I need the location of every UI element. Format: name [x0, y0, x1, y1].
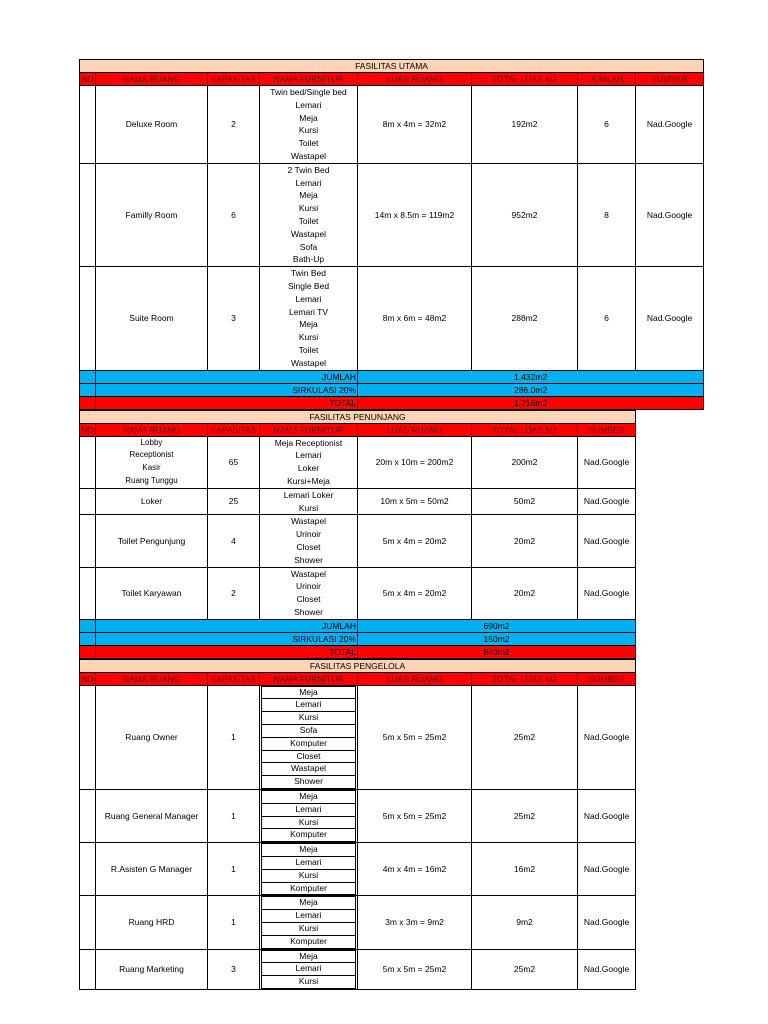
section-table-fasilitas-utama [79, 59, 704, 410]
area-cell[interactable]: 8m x 4m = 32m2 [358, 86, 472, 164]
table-row [80, 515, 636, 567]
column-header[interactable]: SUMBER [578, 672, 636, 685]
column-header[interactable]: JUMLAH [578, 73, 636, 86]
column-header-row [80, 423, 636, 436]
column-header[interactable]: KAPASITAS [208, 672, 260, 685]
source-cell[interactable]: Nad.Google [578, 949, 636, 989]
column-header[interactable]: NO [81, 673, 94, 684]
spreadsheet [79, 59, 704, 990]
source-cell[interactable]: Nad.Google [578, 896, 636, 949]
room-name: Kasir [142, 463, 161, 473]
furniture-item: Kursi [261, 712, 356, 725]
column-header-row [80, 73, 704, 86]
furniture-cell[interactable] [260, 515, 358, 567]
furniture-item: Lemari TV [288, 306, 329, 317]
room-name: Loker [140, 496, 163, 507]
capacity-cell[interactable]: 1 [208, 843, 260, 896]
section-title: FASILITAS UTAMA [80, 60, 704, 73]
area-cell[interactable]: 8m x 6m = 48m2 [358, 267, 472, 370]
furniture-item: Lemari [295, 177, 322, 188]
no-cell[interactable] [80, 267, 96, 370]
source-cell[interactable]: Nad.Google [578, 488, 636, 515]
summary-no-cell [80, 619, 96, 632]
room-name: Ruang HRD [128, 917, 175, 928]
summary-row-sirkulasi [80, 383, 704, 396]
summary-no-cell [80, 645, 96, 658]
table-row [80, 488, 636, 515]
furniture-item: Lemari [295, 293, 322, 304]
summary-row-jumlah [80, 619, 636, 632]
furniture-item: Kursi [261, 976, 356, 989]
furniture-item: Kursi [261, 923, 356, 936]
furniture-item: Closet [296, 541, 321, 552]
area-cell[interactable]: 14m x 8.5m = 119m2 [358, 163, 472, 266]
summary-value[interactable]: 150m2 [358, 632, 636, 645]
area-cell[interactable]: 5m x 5m = 25m2 [358, 685, 472, 789]
room-name: Ruang Marketing [119, 963, 184, 974]
furniture-item: Toilet [298, 344, 319, 355]
capacity-cell[interactable]: 65 [208, 436, 260, 488]
room-name-cell[interactable] [96, 163, 208, 266]
furniture-cell[interactable] [260, 567, 358, 619]
furniture-item: Lemari [261, 910, 356, 923]
furniture-item: Meja Receptionist [274, 437, 343, 448]
total-area-cell[interactable]: 192m2 [472, 86, 578, 164]
furniture-item: Toilet [298, 215, 319, 226]
furniture-cell[interactable] [260, 685, 358, 789]
column-header[interactable]: SUMBER [578, 423, 636, 436]
summary-label: SIRKULASI 20% [96, 632, 358, 645]
source-cell[interactable]: Nad.Google [578, 515, 636, 567]
column-header[interactable]: KAPASITAS [208, 423, 260, 436]
furniture-item: Komputer [261, 829, 356, 842]
room-name-cell[interactable] [96, 949, 208, 989]
furniture-item: Meja [261, 950, 356, 964]
furniture-item: Meja [261, 843, 356, 857]
no-cell[interactable] [80, 86, 96, 164]
table-row [80, 949, 636, 989]
column-header[interactable]: TOTAL LUAS M2 [472, 423, 578, 436]
capacity-cell[interactable]: 1 [208, 685, 260, 789]
no-cell[interactable] [80, 896, 96, 949]
column-header[interactable]: NAMA RUANG [96, 672, 208, 685]
no-cell[interactable] [80, 790, 96, 843]
no-cell[interactable] [80, 685, 96, 789]
furniture-cell[interactable] [260, 86, 358, 164]
summary-label: SIRKULASI 20% [96, 383, 358, 396]
furniture-item: Lemari [261, 857, 356, 870]
furniture-cell[interactable] [260, 436, 358, 488]
total-area-cell[interactable]: 25m2 [472, 949, 578, 989]
furniture-item: Meja [299, 112, 318, 123]
room-name-cell[interactable] [96, 515, 208, 567]
furniture-item: Kursi+Meja [287, 475, 330, 486]
furniture-item: Bath-Up [292, 254, 325, 265]
capacity-cell[interactable]: 3 [208, 267, 260, 370]
table-row [80, 567, 636, 619]
table-row [80, 436, 636, 488]
furniture-item: Twin Bed [291, 268, 326, 279]
furniture-item: Wastapel [261, 763, 356, 776]
area-cell[interactable]: 10m x 5m = 50m2 [358, 488, 472, 515]
summary-row-sirkulasi [80, 632, 636, 645]
column-header[interactable]: NAMA RUANG [96, 73, 208, 86]
source-cell[interactable]: Nad.Google [578, 436, 636, 488]
summary-row-total [80, 645, 636, 658]
room-name: Ruang Tunggu [125, 475, 178, 485]
column-header[interactable]: NO [81, 424, 94, 435]
area-cell[interactable]: 5m x 5m = 25m2 [358, 790, 472, 843]
source-cell[interactable]: Nad.Google [636, 163, 704, 266]
area-cell[interactable]: 20m x 10m = 200m2 [358, 436, 472, 488]
section-title-row [80, 659, 636, 672]
area-cell[interactable]: 5m x 4m = 20m2 [358, 515, 472, 567]
total-area-cell[interactable]: 50m2 [472, 488, 578, 515]
room-name: Lobby [140, 437, 163, 447]
furniture-item: Urinoir [295, 581, 322, 592]
furniture-item: Shower [294, 554, 323, 565]
summary-no-cell [80, 632, 96, 645]
quantity-cell[interactable]: 6 [578, 267, 636, 370]
source-cell[interactable]: Nad.Google [636, 86, 704, 164]
summary-no-cell [80, 396, 96, 409]
room-name-cell[interactable] [96, 685, 208, 789]
room-name: Toilet Karyawan [121, 587, 182, 598]
capacity-cell[interactable]: 6 [208, 163, 260, 266]
furniture-item: Toilet [298, 138, 319, 149]
column-header[interactable]: LUAS RUANG [358, 672, 472, 685]
room-name-cell[interactable] [96, 843, 208, 896]
capacity-cell[interactable]: 2 [208, 86, 260, 164]
room-name-cell[interactable] [96, 86, 208, 164]
column-header-row [80, 672, 636, 685]
summary-value[interactable]: 286.0m2 [358, 383, 704, 396]
summary-no-cell [80, 383, 96, 396]
furniture-item: 2 Twin Bed [287, 164, 330, 175]
furniture-item: Komputer [261, 883, 356, 896]
summary-value[interactable]: 1.432m2 [358, 370, 704, 383]
furniture-item: Kursi [298, 332, 319, 343]
no-cell[interactable] [80, 515, 96, 567]
furniture-item: Komputer [261, 936, 356, 949]
furniture-cell[interactable] [260, 949, 358, 989]
furniture-item: Twin bed/Single bed [270, 87, 347, 97]
source-cell[interactable]: Nad.Google [636, 267, 704, 370]
furniture-item: Wastapel [290, 228, 327, 239]
room-name-cell[interactable] [96, 567, 208, 619]
furniture-cell[interactable] [260, 843, 358, 896]
room-name: Ruang Owner [125, 731, 178, 742]
furniture-item: Single Bed [287, 280, 330, 291]
total-area-cell[interactable]: 20m2 [472, 515, 578, 567]
column-header[interactable]: NO [81, 74, 94, 84]
capacity-cell[interactable]: 25 [208, 488, 260, 515]
room-name: R.Asisten G Manager [110, 863, 193, 874]
furniture-item: Lemari [261, 804, 356, 817]
furniture-item: Sofa [261, 725, 356, 738]
no-cell[interactable] [80, 163, 96, 266]
furniture-item: Lemari [295, 99, 322, 110]
no-cell[interactable] [80, 843, 96, 896]
column-header[interactable]: NAMA FURNITUR [260, 672, 358, 685]
no-cell[interactable] [80, 567, 96, 619]
room-name: Toilet Pengunjung [117, 535, 186, 546]
column-header[interactable]: TOTAL LUAS M2 [472, 73, 578, 86]
furniture-item: Kursi [261, 870, 356, 883]
capacity-cell[interactable]: 2 [208, 567, 260, 619]
source-cell[interactable]: Nad.Google [578, 685, 636, 789]
source-cell[interactable]: Nad.Google [578, 843, 636, 896]
capacity-cell[interactable]: 1 [208, 790, 260, 843]
furniture-item: Wastapel [290, 568, 327, 579]
furniture-item: Lemari [295, 450, 322, 461]
table-row [80, 163, 704, 266]
table-row [80, 267, 704, 370]
total-area-cell[interactable]: 9m2 [472, 896, 578, 949]
capacity-cell[interactable]: 1 [208, 896, 260, 949]
furniture-item: Wastapel [290, 357, 327, 368]
room-name-cell[interactable] [96, 896, 208, 949]
furniture-item: Lemari [261, 699, 356, 712]
total-area-cell[interactable]: 952m2 [472, 163, 578, 266]
furniture-item: Kursi [261, 817, 356, 830]
furniture-item: Meja [261, 790, 356, 804]
room-name-cell[interactable] [96, 790, 208, 843]
capacity-cell[interactable]: 3 [208, 949, 260, 989]
total-area-cell[interactable]: 200m2 [472, 436, 578, 488]
room-name-cell[interactable] [96, 488, 208, 515]
total-area-cell[interactable]: 288m2 [472, 267, 578, 370]
table-row [80, 86, 704, 164]
furniture-item: Urinoir [295, 529, 322, 540]
quantity-cell[interactable]: 8 [578, 163, 636, 266]
table-row [80, 896, 636, 949]
column-header[interactable]: NAMA RUANG [96, 423, 208, 436]
no-cell[interactable] [80, 949, 96, 989]
furniture-item: Meja [261, 686, 356, 700]
room-name-cell[interactable] [96, 267, 208, 370]
room-name: Suite Room [129, 312, 174, 323]
capacity-cell[interactable]: 4 [208, 515, 260, 567]
section-table-fasilitas-pengelola [79, 659, 636, 990]
room-name-cell[interactable] [96, 436, 208, 488]
furniture-item: Komputer [261, 738, 356, 751]
summary-row-total [80, 396, 704, 409]
section-title-row [80, 60, 704, 73]
room-name: Ruang General Manager [104, 810, 199, 821]
summary-value[interactable]: 840m2 [358, 645, 636, 658]
summary-row-jumlah [80, 370, 704, 383]
furniture-item: Meja [299, 190, 318, 201]
room-name: Deluxe Room [125, 118, 178, 129]
furniture-item: Shower [261, 776, 356, 789]
furniture-item: Wastapel [290, 516, 327, 527]
column-header[interactable]: NAMA FURNITUR [260, 73, 358, 86]
furniture-item: Meja [261, 896, 356, 910]
furniture-item: Kursi [298, 125, 319, 136]
furniture-cell[interactable] [260, 488, 358, 515]
total-area-cell[interactable]: 25m2 [472, 790, 578, 843]
area-cell[interactable]: 5m x 5m = 25m2 [358, 949, 472, 989]
furniture-item: Sofa [299, 241, 318, 252]
furniture-item: Shower [294, 606, 323, 617]
furniture-cell[interactable] [260, 896, 358, 949]
section-table-fasilitas-penunjang [79, 410, 636, 659]
furniture-cell[interactable] [260, 267, 358, 370]
quantity-cell[interactable]: 6 [578, 86, 636, 164]
table-row [80, 685, 636, 789]
summary-label: TOTAL [96, 396, 358, 409]
section-title: FASILITAS PENUNJANG [80, 410, 636, 423]
area-cell[interactable]: 5m x 4m = 20m2 [358, 567, 472, 619]
furniture-cell[interactable] [260, 790, 358, 843]
summary-no-cell [80, 370, 96, 383]
total-area-cell[interactable]: 20m2 [472, 567, 578, 619]
column-header[interactable]: SUMBER [636, 73, 704, 86]
column-header[interactable]: KAPASITAS [208, 73, 260, 86]
furniture-item: Meja [299, 319, 318, 330]
summary-label: JUMLAH [96, 619, 358, 632]
furniture-item: Closet [296, 594, 321, 605]
column-header[interactable]: TOTAL LUAS M2 [472, 672, 578, 685]
furniture-cell[interactable] [260, 163, 358, 266]
furniture-item: Kursi [298, 203, 319, 214]
table-row [80, 790, 636, 843]
total-area-cell[interactable]: 25m2 [472, 685, 578, 789]
summary-value[interactable]: 690m2 [358, 619, 636, 632]
furniture-item: Loker [297, 463, 320, 474]
column-header[interactable]: NAMA FURNITUR [260, 423, 358, 436]
source-cell[interactable]: Nad.Google [578, 790, 636, 843]
column-header[interactable]: LUAS RUANG [358, 423, 472, 436]
no-cell[interactable] [80, 488, 96, 515]
summary-value[interactable]: 1.718m2 [358, 396, 704, 409]
furniture-item: Kursi [298, 502, 319, 513]
furniture-item: Closet [261, 751, 356, 764]
total-area-cell[interactable]: 16m2 [472, 843, 578, 896]
source-cell[interactable]: Nad.Google [578, 567, 636, 619]
area-cell[interactable]: 4m x 4m = 16m2 [358, 843, 472, 896]
area-cell[interactable]: 3m x 3m = 9m2 [358, 896, 472, 949]
furniture-item: Lemari [261, 963, 356, 976]
furniture-item: Lemari Loker [283, 489, 334, 500]
furniture-item: Wastapel [290, 150, 327, 161]
section-title-row [80, 410, 636, 423]
no-cell[interactable] [80, 436, 96, 488]
room-name: Familly Room [125, 209, 178, 220]
section-title: FASILITAS PENGELOLA [80, 659, 636, 672]
column-header[interactable]: LUAS RUANG [358, 73, 472, 86]
table-row [80, 843, 636, 896]
summary-label: JUMLAH [96, 370, 358, 383]
summary-label: TOTAL [96, 645, 358, 658]
room-name: Receptionist [129, 450, 174, 460]
